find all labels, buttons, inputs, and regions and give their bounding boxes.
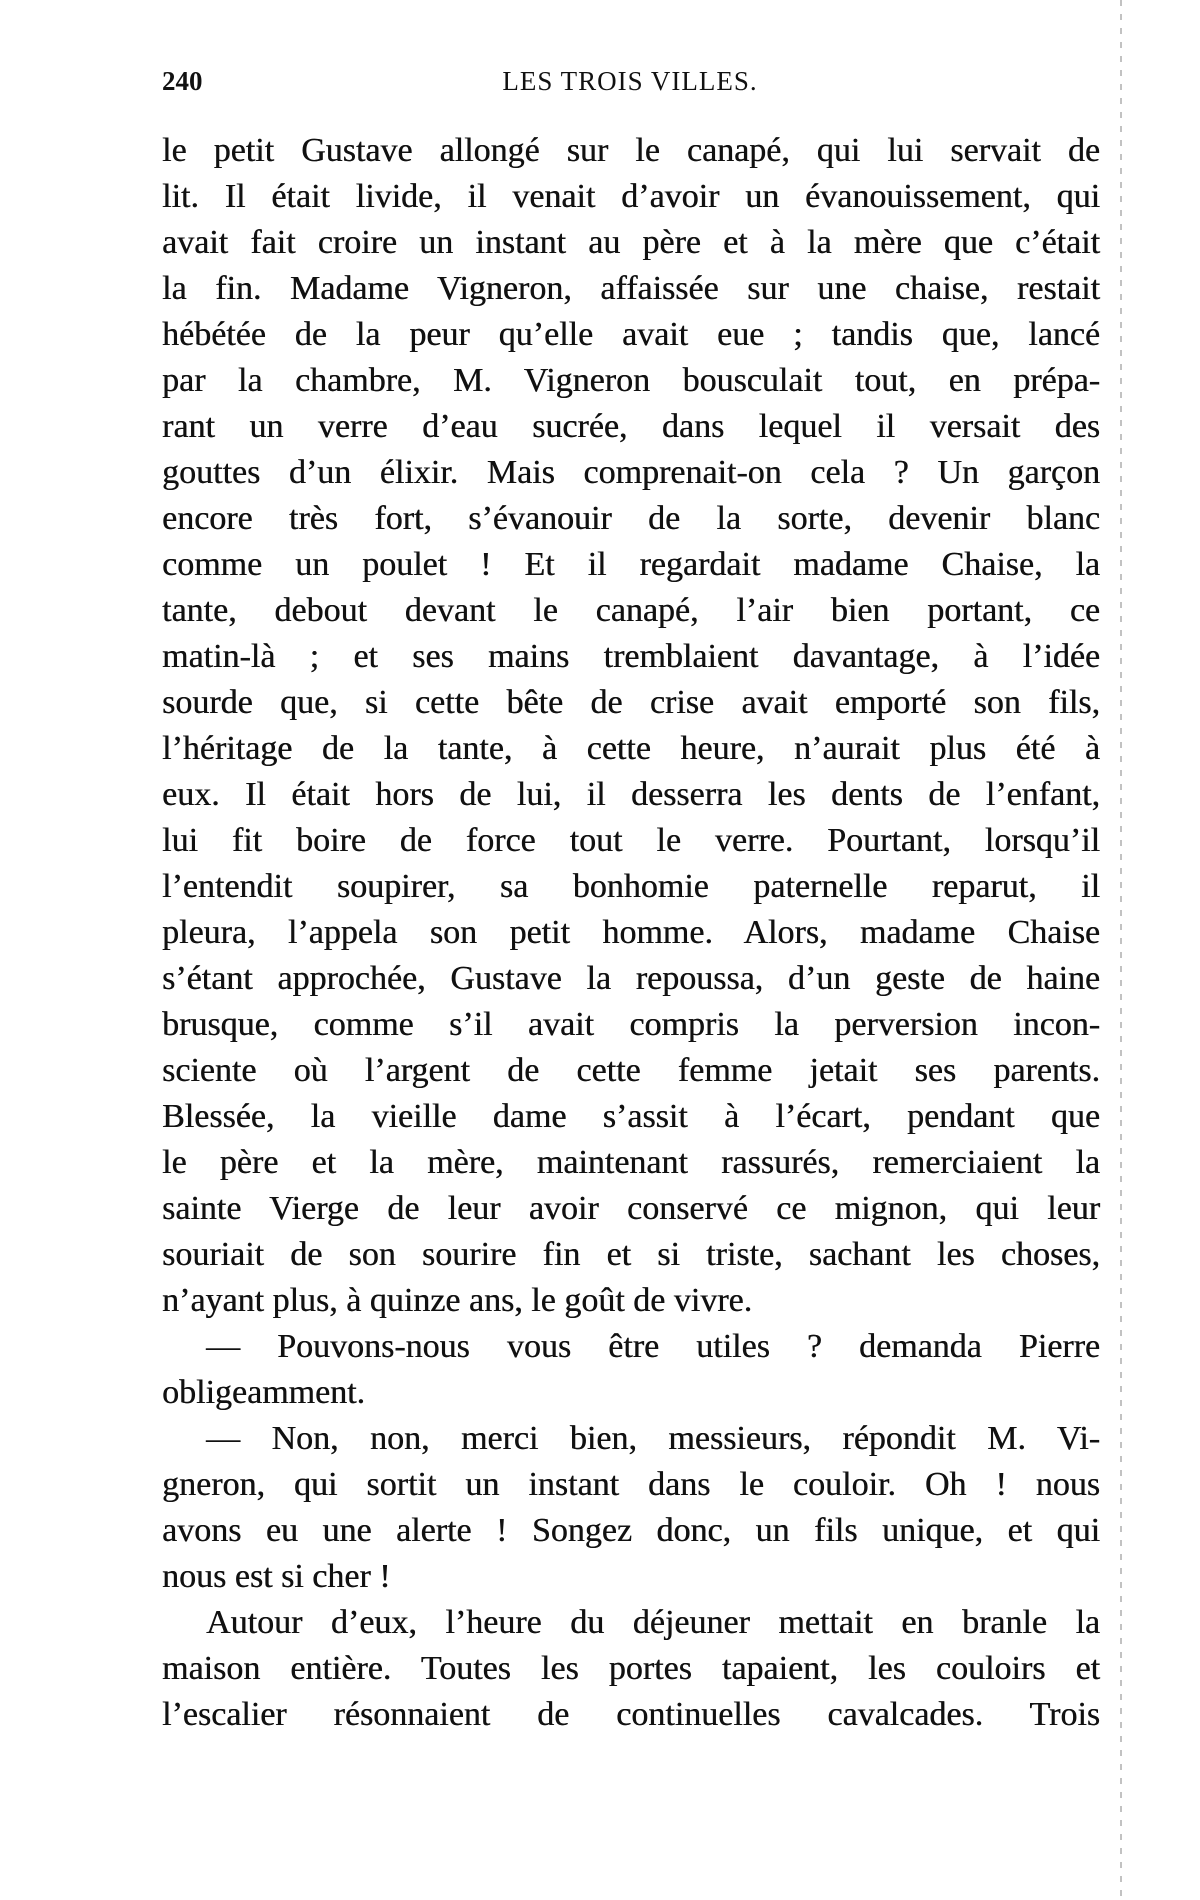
- text-line: eux. Il était hors de lui, il desserra les dents de l’enfant,: [162, 776, 1100, 813]
- text-line: le père et la mère, maintenant rassurés, remerciaient la: [162, 1144, 1100, 1181]
- text-line: hébétée de la peur qu’elle avait eue ; tandis que, lancé: [162, 316, 1100, 353]
- page-edge: [1120, 0, 1122, 1900]
- text-line: comme un poulet ! Et il regardait madame Chaise, la: [162, 546, 1100, 583]
- running-title: LES TROIS VILLES.: [502, 66, 758, 96]
- text-line: maison entière. Toutes les portes tapaient, les couloirs et: [162, 1650, 1100, 1687]
- text-line: Blessée, la vieille dame s’assit à l’écart, pendant que: [162, 1098, 1100, 1135]
- text-line: le petit Gustave allongé sur le canapé, qui lui servait de: [162, 132, 1100, 169]
- text-line: brusque, comme s’il avait compris la perversion incon-: [162, 1006, 1100, 1043]
- text-line: souriait de son sourire fin et si triste, sachant les choses,: [162, 1236, 1100, 1273]
- page-number: 240: [162, 66, 203, 96]
- text-line: sourde que, si cette bête de crise avait emporté son fils,: [162, 684, 1100, 721]
- text-line: l’entendit soupirer, sa bonhomie paternelle reparut, il: [162, 868, 1100, 905]
- text-line: gouttes d’un élixir. Mais comprenait-on cela ? Un garçon: [162, 454, 1100, 491]
- text-line: sciente où l’argent de cette femme jetait ses parents.: [162, 1052, 1100, 1089]
- text-line: — Non, non, merci bien, messieurs, répondit M. Vi-: [206, 1420, 1100, 1457]
- text-line: lit. Il était livide, il venait d’avoir un évanouissement, qui: [162, 178, 1100, 215]
- text-line: obligeamment.: [162, 1374, 366, 1411]
- page-header: [162, 66, 1098, 106]
- text-line: tante, debout devant le canapé, l’air bien portant, ce: [162, 592, 1100, 629]
- text-line: s’étant approchée, Gustave la repoussa, d’un geste de haine: [162, 960, 1100, 997]
- text-line: — Pouvons-nous vous être utiles ? demanda Pierre: [206, 1328, 1100, 1365]
- text-line: encore très fort, s’évanouir de la sorte, devenir blanc: [162, 500, 1100, 537]
- text-line: n’ayant plus, à quinze ans, le goût de vivre.: [162, 1282, 753, 1319]
- text-line: nous est si cher !: [162, 1558, 391, 1595]
- text-line: matin-là ; et ses mains tremblaient davantage, à l’idée: [162, 638, 1100, 675]
- text-line: Autour d’eux, l’heure du déjeuner mettait en branle la: [206, 1604, 1100, 1641]
- text-line: sainte Vierge de leur avoir conservé ce mignon, qui leur: [162, 1190, 1100, 1227]
- text-line: par la chambre, M. Vigneron bousculait tout, en prépa-: [162, 362, 1100, 399]
- body-text: [162, 128, 1100, 1738]
- text-line: avait fait croire un instant au père et à la mère que c’était: [162, 224, 1100, 261]
- text-line: avons eu une alerte ! Songez donc, un fils unique, et qui: [162, 1512, 1100, 1549]
- text-line: la fin. Madame Vigneron, affaissée sur une chaise, restait: [162, 270, 1100, 307]
- text-line: l’escalier résonnaient de continuelles cavalcades. Trois: [162, 1696, 1100, 1733]
- text-line: l’héritage de la tante, à cette heure, n’aurait plus été à: [162, 730, 1100, 767]
- text-line: lui fit boire de force tout le verre. Pourtant, lorsqu’il: [162, 822, 1100, 859]
- text-line: pleura, l’appela son petit homme. Alors, madame Chaise: [162, 914, 1100, 951]
- text-line: gneron, qui sortit un instant dans le couloir. Oh ! nous: [162, 1466, 1100, 1503]
- text-line: rant un verre d’eau sucrée, dans lequel il versait des: [162, 408, 1100, 445]
